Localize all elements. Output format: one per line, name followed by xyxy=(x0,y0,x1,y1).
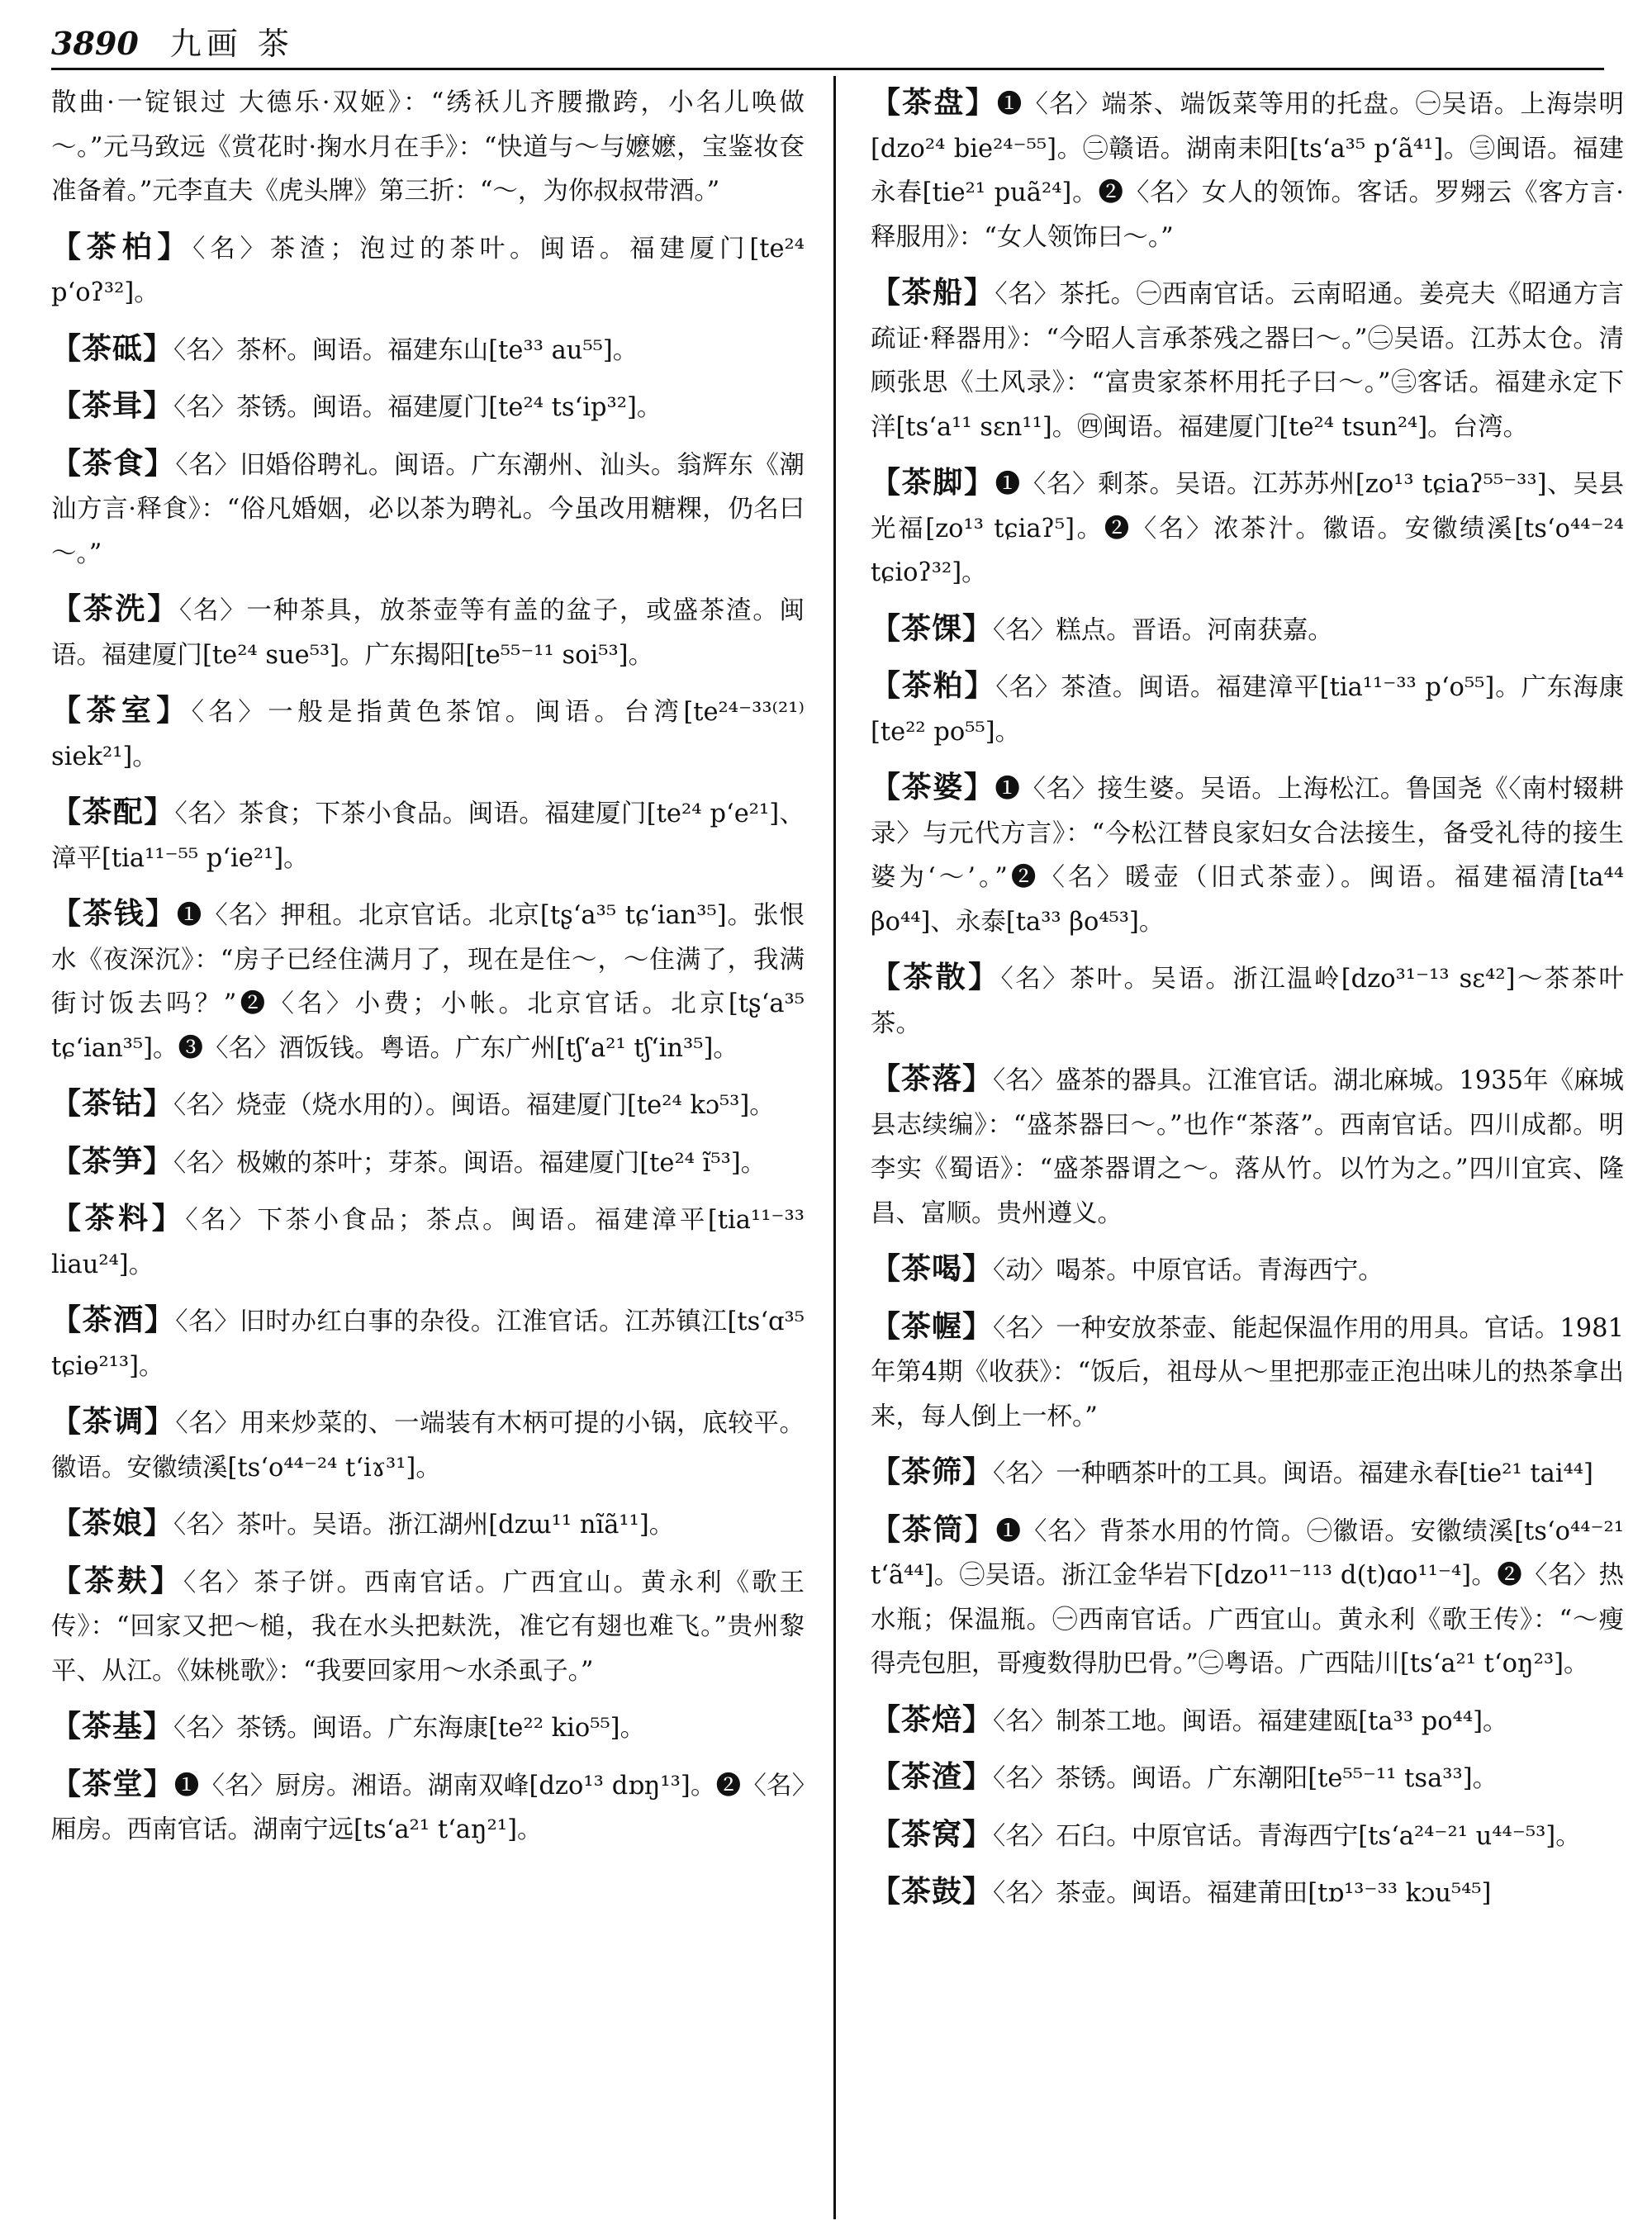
entry-definition: 〈名〉用来炒菜的、一端装有木柄可提的小锅，底较平。徽语。安徽绩溪[ts‘o⁴⁴⁻²⁴ t‘iɤ³¹]。 xyxy=(51,1409,805,1483)
entry-headword: 【茶柏】 xyxy=(51,229,193,264)
header-rule xyxy=(51,68,1604,70)
entry-headword: 【茶料】 xyxy=(51,1201,186,1236)
entry-definition: ❶〈名〉厨房。湘语。湖南双峰[dzo¹³ dɒŋ¹³]。❷〈名〉厢房。西南官话。湖南宁远[ts‘a²¹ t‘aŋ²¹]。 xyxy=(51,1771,805,1844)
entry-definition: 〈名〉茶食；下茶小食品。闽语。福建厦门[te²⁴ p‘e²¹]、漳平[tia¹¹⁻⁵⁵ p‘ie²¹]。 xyxy=(51,799,805,873)
section-title: 九画 茶 xyxy=(169,26,294,62)
dictionary-entry xyxy=(51,225,805,316)
column-divider xyxy=(833,76,836,2219)
entry-definition: 〈名〉旧婚俗聘礼。闽语。广东潮州、汕头。翁辉东《潮汕方言·释食》：“俗凡婚姻，必以茶为聘礼。今虽改用糖粿，仍名曰～。” xyxy=(51,450,805,568)
dictionary-entry xyxy=(51,1400,805,1490)
dictionary-entry xyxy=(871,956,1624,1046)
dictionary-entry xyxy=(51,1140,805,1186)
dictionary-entry xyxy=(51,689,805,779)
entry-headword: 【茶窝】 xyxy=(871,1816,994,1852)
dictionary-entry xyxy=(871,1870,1624,1916)
entry-definition: 〈名〉一种安放茶壶、能起保温作用的用具。官话。1981年第4期《收获》：“饭后，祖母从～里把那壶正泡出味儿的热茶拿出来，每人倒上一杯。” xyxy=(871,1313,1624,1431)
entry-definition: 〈名〉茶锈。闽语。广东海康[te²² kio⁵⁵]。 xyxy=(173,1714,646,1743)
dictionary-entry xyxy=(51,1298,805,1388)
entry-headword: 【茶基】 xyxy=(51,1709,174,1744)
dictionary-entry xyxy=(871,1057,1624,1236)
entry-headword: 【茶钴】 xyxy=(51,1086,174,1121)
dictionary-entry xyxy=(871,1305,1624,1440)
entry-definition: 〈名〉一种晒茶叶的工具。闽语。福建永春[tie²¹ tai⁴⁴] xyxy=(993,1459,1593,1488)
dictionary-entry xyxy=(871,1450,1624,1497)
entry-headword: 【茶散】 xyxy=(871,960,1001,994)
entry-definition: 〈名〉茶叶。吴语。浙江温岭[dzo³¹⁻¹³ sɛ⁴²]～茶茶叶茶。 xyxy=(871,965,1624,1038)
entry-headword: 【茶粕】 xyxy=(871,668,996,703)
right-column xyxy=(871,81,1624,1928)
entry-definition: 〈名〉茶渣。闽语。福建漳平[tia¹¹⁻³³ p‘o⁵⁵]。广东海康[te²² po⁵⁵]。 xyxy=(871,673,1624,747)
entry-definition: 〈名〉茶托。㊀西南官话。云南昭通。姜亮夫《昭通方言疏证·释器用》：“今昭人言承茶残之器曰～。”㊁吴语。江苏太仓。清顾张思《土风录》：“富贵家茶杯用托子曰～。”㊂客话。福建永定下洋[ts‘a¹¹ sɛn¹¹]。㊃闽语。福建厦门[te²⁴ tsun²⁴]。台湾。 xyxy=(871,280,1624,442)
entry-definition: 〈名〉茶壶。闽语。福建莆田[tɒ¹³⁻³³ kɔu⁵⁴⁵] xyxy=(993,1879,1492,1908)
entry-headword: 【茶焙】 xyxy=(871,1701,994,1737)
dictionary-entry xyxy=(51,790,805,880)
entry-headword: 【茶婆】 xyxy=(871,770,995,804)
page-header xyxy=(51,18,294,64)
entry-definition: 〈名〉茶杯。闽语。福建东山[te³³ au⁵⁵]。 xyxy=(173,335,638,365)
entry-definition: 〈动〉喝茶。中原官话。青海西宁。 xyxy=(993,1256,1384,1285)
entry-definition: 〈名〉茶子饼。西南官话。广西宜山。黄永利《歌王传》：“回家又把～槌，我在水头把麸洗，准它有翅也难飞。”贵州黎平、从江。《妹桃歌》：“我要回家用～水杀虱子。” xyxy=(51,1568,805,1686)
entry-headword: 【茶酒】 xyxy=(51,1302,176,1337)
entry-definition: 〈名〉烧壶（烧水用的）。闽语。福建厦门[te²⁴ kɔ⁵³]。 xyxy=(173,1091,775,1120)
entry-definition: 〈名〉一般是指黄色茶馆。闽语。台湾[te²⁴⁻³³⁽²¹⁾ siek²¹]。 xyxy=(51,698,805,771)
dictionary-entry xyxy=(51,442,805,576)
entry-definition: 〈名〉一种茶具，放茶壶等有盖的盆子，或盛茶渣。闽语。福建厦门[te²⁴ sue⁵³]。广东揭阳[te⁵⁵⁻¹¹ soi⁵³]。 xyxy=(51,596,805,670)
entry-definition: 〈名〉茶渣；泡过的茶叶。闽语。福建厦门[te²⁴ p‘oʔ³²]。 xyxy=(51,234,805,307)
dictionary-entry xyxy=(51,384,805,430)
continuation-text: 散曲·一锭银过 大德乐·双姬》：“绣袄儿齐腰撒跨，小名儿唤做～。”元马致远《赏花时·掬水月在手》：“快道与～与嬷嬷，宝鉴妆奁准备着。”元李直夫《虎头牌》第三折：“～，为你叔叔带酒。” xyxy=(51,88,805,206)
entry-headword: 【茶堂】 xyxy=(51,1766,174,1801)
entry-definition: 〈名〉茶叶。吴语。浙江湖州[dzɯ¹¹ nĩã¹¹]。 xyxy=(173,1511,675,1540)
entry-headword: 【茶笋】 xyxy=(51,1143,174,1179)
entry-headword: 【茶食】 xyxy=(51,445,176,481)
entry-definition: 〈名〉茶锈。闽语。广东潮阳[te⁵⁵⁻¹¹ tsa³³]。 xyxy=(993,1764,1498,1793)
entry-definition: 〈名〉制茶工地。闽语。福建建瓯[ta³³ po⁴⁴]。 xyxy=(993,1706,1508,1736)
entry-headword: 【茶馃】 xyxy=(871,610,994,646)
dictionary-entry xyxy=(871,766,1624,944)
dictionary-entry xyxy=(51,1559,805,1694)
entry-definition: 〈名〉盛茶的器具。江淮官话。湖北麻城。1935年《麻城县志续编》：“盛茶器曰～。”也作“茶落”。西南官话。四川成都。明李实《蜀语》：“盛茶器谓之～。落从竹。以竹为之。”四川宜宾、隆昌、富顺。贵州遵义。 xyxy=(871,1066,1624,1228)
dictionary-entry xyxy=(51,1082,805,1128)
entry-headword: 【茶娘】 xyxy=(51,1506,174,1540)
entry-definition: 〈名〉旧时办红白事的杂役。江淮官话。江苏镇江[ts‘ɑ³⁵ tɕiɵ²¹³]。 xyxy=(51,1307,805,1381)
dictionary-entry xyxy=(871,664,1624,754)
entry-definition: ❶〈名〉接生婆。吴语。上海松江。鲁国尧《〈南村辍耕录〉与元代方言》：“今松江替良家妇女合法接生，备受礼待的接生婆为‘～’。”❷〈名〉暖壶（旧式茶壶）。闽语。福建福清[ta⁴⁴ βo⁴⁴]、永泰[ta³³ βo⁴⁵³]。 xyxy=(871,775,1624,937)
entry-headword: 【茶室】 xyxy=(51,693,192,728)
entry-headword: 【茶船】 xyxy=(871,275,995,310)
dictionary-entry xyxy=(871,1247,1624,1293)
entry-definition: 〈名〉糕点。晋语。河南获嘉。 xyxy=(993,615,1333,645)
entry-headword: 【茶麸】 xyxy=(51,1563,183,1598)
entry-headword: 【茶筛】 xyxy=(871,1454,994,1489)
dictionary-entry xyxy=(51,1705,805,1751)
entry-headword: 【茶渣】 xyxy=(871,1759,994,1794)
dictionary-entry xyxy=(871,1508,1624,1687)
dictionary-entry xyxy=(51,892,805,1070)
entry-headword: 【茶脚】 xyxy=(871,465,995,500)
dictionary-entry xyxy=(51,1502,805,1548)
entry-definition: 〈名〉石臼。中原官话。青海西宁[ts‘a²⁴⁻²¹ u⁴⁴⁻⁵³]。 xyxy=(993,1821,1581,1851)
entry-headword: 【茶落】 xyxy=(871,1061,994,1096)
dictionary-entry xyxy=(871,1813,1624,1859)
entry-headword: 【茶筒】 xyxy=(871,1511,996,1547)
dictionary-entry xyxy=(871,461,1624,595)
entry-definition: 〈名〉下茶小食品；茶点。闽语。福建漳平[tia¹¹⁻³³ liau²⁴]。 xyxy=(51,1206,805,1279)
dictionary-entry xyxy=(871,607,1624,653)
dictionary-entry xyxy=(871,1755,1624,1801)
dictionary-entry xyxy=(51,1197,805,1287)
dictionary-entry xyxy=(51,1763,805,1853)
entry-headword: 【茶调】 xyxy=(51,1404,176,1439)
dictionary-entry xyxy=(51,587,805,677)
entry-headword: 【茶砥】 xyxy=(51,330,174,366)
entry-definition: ❶〈名〉押租。北京官话。北京[tʂ‘a³⁵ tɕ‘ian³⁵]。张恨水《夜深沉》：“房子已经住满月了，现在是住～，～住满了，我满街讨饭去吗？”❷〈名〉小费；小帐。北京官话。北京[tʂ‘a³⁵ tɕ‘ian³⁵]。❸〈名〉酒饭钱。粤语。广东广州[tʃ‘a²¹ tʃ‘in³⁵]。 xyxy=(51,901,805,1063)
entry-headword: 【茶盘】 xyxy=(871,85,997,120)
left-column xyxy=(51,81,805,1864)
entry-definition: 〈名〉茶锈。闽语。福建厦门[te²⁴ ts‘ip³²]。 xyxy=(173,393,662,422)
dictionary-entry xyxy=(871,1698,1624,1744)
entry-headword: 【茶鼓】 xyxy=(871,1874,994,1909)
page-number: 3890 xyxy=(51,25,139,62)
entry-definition: ❶〈名〉背茶水用的竹筒。㊀徽语。安徽绩溪[ts‘o⁴⁴⁻²¹ t‘ã⁴⁴]。㊁吴语。浙江金华岩下[dzo¹¹⁻¹¹³ d(t)ɑo¹¹⁻⁴]。❷〈名〉热水瓶；保温瓶。㊀西南官话。广西宜山。黄永利《歌王传》：“～瘦得壳包胆，哥瘦数得肋巴骨。”㊁粤语。广西陆川[ts‘a²¹ t‘oŋ²³]。 xyxy=(871,1516,1624,1678)
dictionary-entry xyxy=(871,81,1624,259)
entry-headword: 【茶钱】 xyxy=(51,896,177,931)
dictionary-entry xyxy=(51,327,805,373)
entry-definition: ❶〈名〉剩茶。吴语。江苏苏州[zo¹³ tɕiaʔ⁵⁵⁻³³]、吴县光福[zo¹³ tɕiaʔ⁵]。❷〈名〉浓茶汁。徽语。安徽绩溪[ts‘o⁴⁴⁻²⁴ tɕioʔ³²]。 xyxy=(871,470,1624,587)
entry-headword: 【茶幄】 xyxy=(871,1308,994,1344)
entry-definition: 〈名〉极嫩的茶叶；芽茶。闽语。福建厦门[te²⁴ ĩ⁵³]。 xyxy=(173,1148,767,1178)
entry-headword: 【茶喝】 xyxy=(871,1251,994,1286)
entry-definition: ❶〈名〉端茶、端饭菜等用的托盘。㊀吴语。上海崇明[dzo²⁴ bie²⁴⁻⁵⁵]。㊁赣语。湖南耒阳[ts‘a³⁵ p‘ã⁴¹]。㊂闽语。福建永春[tie²¹ puã²⁴]。❷〈名〉女人的领饰。客话。罗翙云《客方言·释服用》：“女人领饰曰～。” xyxy=(871,90,1624,252)
entry-headword: 【茶咠】 xyxy=(51,388,174,423)
entry-headword: 【茶配】 xyxy=(51,795,175,829)
dictionary-entry xyxy=(871,271,1624,449)
entry-headword: 【茶洗】 xyxy=(51,591,179,626)
